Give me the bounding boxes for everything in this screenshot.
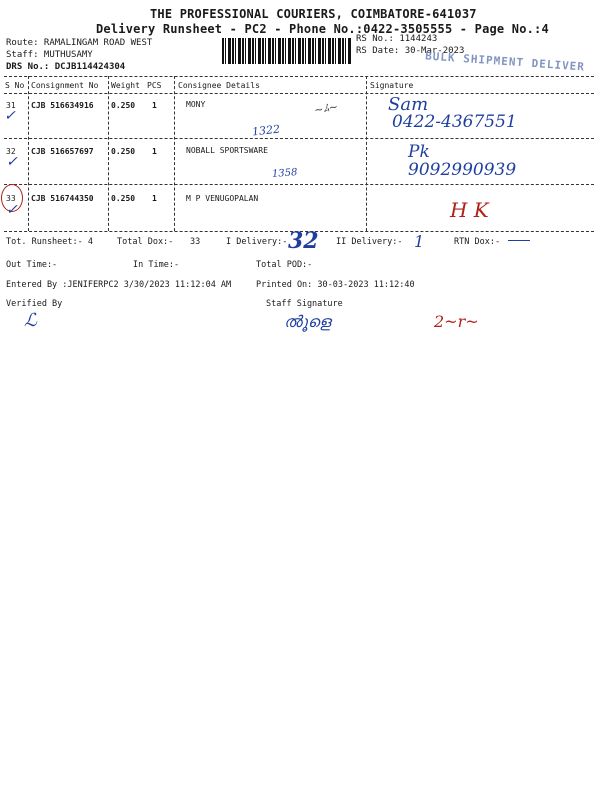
handwritten-i-delivery: 32 xyxy=(288,228,319,254)
row-consignee: NOBALL SPORTSWARE xyxy=(186,146,268,155)
bulk-shipment-stamp: BULK SHIPMENT DELIVER xyxy=(424,49,586,74)
staff-signature-scribble: ൽൂളെ xyxy=(284,312,331,331)
total-dox-label: Total Dox:- xyxy=(117,237,174,247)
row-consignee: MONY xyxy=(186,100,206,109)
ii-delivery-label: II Delivery:- xyxy=(336,237,403,247)
col-divider xyxy=(28,76,29,231)
i-delivery-label: I Delivery:- xyxy=(226,237,288,247)
col-divider xyxy=(108,76,109,231)
handwritten-dash xyxy=(508,240,530,241)
staff-label: Staff: MUTHUSAMY xyxy=(6,50,93,60)
col-header-consignment: Consignment No xyxy=(31,81,99,90)
row-consignee: M P VENUGOPALAN xyxy=(186,194,259,203)
row-consignment: CJB 516744350 xyxy=(31,194,94,203)
printed-on: Printed On: 30-03-2023 11:12:40 xyxy=(256,280,415,290)
out-time-label: Out Time:- xyxy=(6,260,58,270)
col-divider xyxy=(174,76,175,231)
row-consignment: CJB 516634916 xyxy=(31,101,94,110)
row-weight: 0.250 xyxy=(111,147,136,156)
rtn-dox-label: RTN Dox:- xyxy=(454,237,501,247)
tick-mark: ✓ xyxy=(4,108,16,124)
company-title: THE PROFESSIONAL COURIERS, COIMBATORE-641037 xyxy=(150,7,477,21)
handwritten-ii-delivery: 1 xyxy=(414,232,425,251)
in-time-label: In Time:- xyxy=(133,260,180,270)
tick-mark: ✓ xyxy=(6,154,18,170)
route-label: Route: RAMALINGAM ROAD WEST xyxy=(6,38,153,48)
row-divider xyxy=(4,184,594,185)
col-header-signature: Signature xyxy=(370,81,414,90)
verified-signature: ℒ xyxy=(24,310,37,331)
row-pcs: 1 xyxy=(152,194,157,203)
handwritten-number: 1358 xyxy=(271,167,298,180)
total-dox-value: 33 xyxy=(190,237,201,247)
tick-mark: ✓ xyxy=(6,202,18,218)
handwritten-phone: 0422-4367551 xyxy=(392,112,517,132)
handwritten-signature: Sam xyxy=(388,94,429,115)
row-pcs: 1 xyxy=(152,101,157,110)
drs-number: DRS No.: DCJB114424304 xyxy=(6,62,126,72)
barcode-image xyxy=(222,38,352,64)
col-divider xyxy=(366,76,367,231)
staff-signature-label: Staff Signature xyxy=(266,299,343,309)
row-sno: 31 xyxy=(6,101,16,110)
handwritten-phone: 9092990939 xyxy=(408,160,517,180)
total-pod-label: Total POD:- xyxy=(256,260,313,270)
handwritten-number: 1322 xyxy=(251,122,281,139)
col-header-pcs: PCS xyxy=(147,81,162,90)
row-pcs: 1 xyxy=(152,147,157,156)
entered-by: Entered By :JENIFERPC2 3/30/2023 11:12:04 AM xyxy=(6,280,232,290)
handwritten-signature: H K xyxy=(450,198,489,222)
col-header-weight: Weight xyxy=(111,81,140,90)
handwritten-scribble: ~ﾑ~ xyxy=(313,100,339,117)
table-top-border xyxy=(4,76,594,77)
red-signature-scribble: 2~r~ xyxy=(434,312,479,331)
rs-date: RS Date: 30-Mar-2023 xyxy=(356,46,465,56)
col-header-consignee: Consignee Details xyxy=(178,81,260,90)
runsheet-title: Delivery Runsheet - PC2 - Phone No.:0422-3505555 - Page No.:4 xyxy=(96,22,549,36)
row-divider xyxy=(4,138,594,139)
col-header-sno: S No xyxy=(5,81,25,90)
row-weight: 0.250 xyxy=(111,101,136,110)
runsheet-table xyxy=(4,76,594,236)
rs-number: RS No.: 1144243 xyxy=(356,34,438,44)
row-sno: 32 xyxy=(6,147,16,156)
table-header-border xyxy=(4,93,594,94)
tot-runsheet: Tot. Runsheet:- 4 xyxy=(6,237,93,247)
row-sno: 33 xyxy=(6,194,16,203)
row-consignment: CJB 516657697 xyxy=(31,147,94,156)
verified-by-label: Verified By xyxy=(6,299,63,309)
handwritten-signature: Pk xyxy=(408,142,430,162)
row-weight: 0.250 xyxy=(111,194,136,203)
